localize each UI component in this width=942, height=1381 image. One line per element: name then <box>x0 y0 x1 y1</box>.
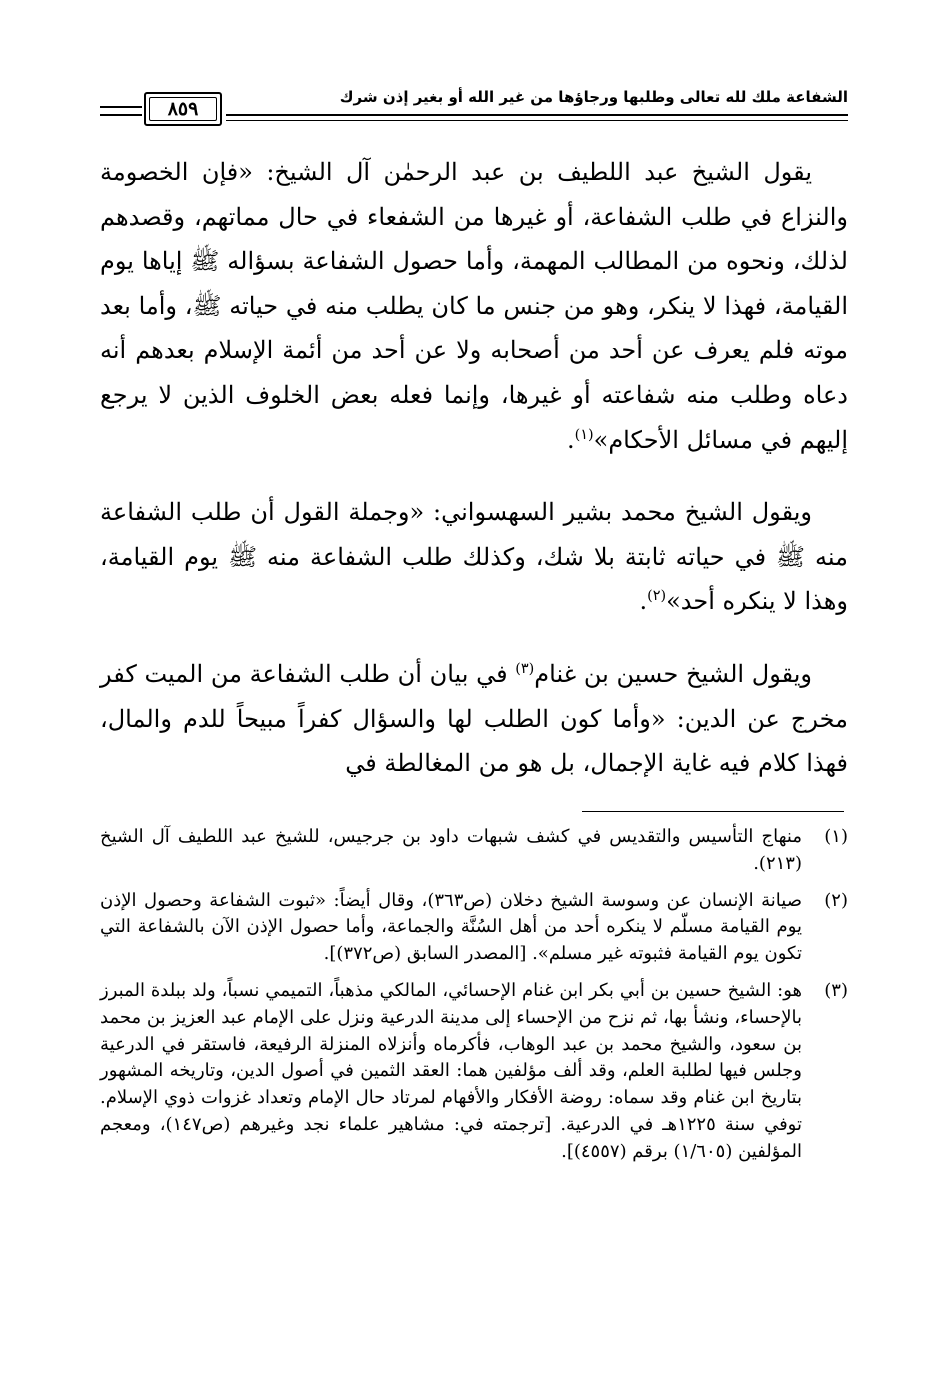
footnote <box>100 824 848 878</box>
page-number-ornament-line-2 <box>100 114 142 116</box>
header-rule-thin <box>226 120 848 121</box>
footnote <box>100 888 848 968</box>
footnote-ref[interactable]: (٣) <box>515 660 535 677</box>
footnote-number: (١) <box>824 826 848 847</box>
footnote-number: (٢) <box>824 889 848 911</box>
paragraph-tail: في بيان أن طلب الشفاعة من الميت كفر مخرج عن الدين: «وأما كون الطلب لها والسؤال كفراً مبيحاً للدم والمال، فهذا كلام فيه غاية الإجمال، بل هو من المغالطة في <box>100 659 848 778</box>
footnote <box>100 978 848 1166</box>
footnote-text: صيانة الإنسان عن وسوسة الشيخ دخلان (ص٣٦٣)، وقال أيضاً: «ثبوت الشفاعة وحصول الإذن يوم القيامة مسلّم لا ينكره أحد من أهل السُنَّة والجماعة، وأما حصول الإذن الآن بالشفاعة التي تكون يوم القيامة فثبوته غير مسلم». [المصدر السابق (ص٣٧٢)]. <box>100 889 802 965</box>
paragraph-text: ويقول الشيخ حسين بن غنام <box>534 659 813 688</box>
paragraph-tail: . <box>639 587 648 616</box>
footnote-text: هو: الشيخ حسين بن أبي بكر ابن غنام الإحسائي، المالكي مذهباً، التميمي نسباً، ولد ببلدة المبرز بالإحساء، ونشأ بها، ثم نزح من الإحساء إلى مدينة الدرعية ونزل على الإمام عبد العزيز بن محمد بن سعود، والشيخ محمد بن عبد الوهاب، فأكرماه وأنزلاه المنزلة الرفيعة، فاستقر في الدرعية وجلس فيها لطلبة العلم، وقد ألف مؤلفين هما: العقد الثمين في أصول الدين، وتاريخه المشهور بتاريخ ابن غنام وقد سماه: روضة الأفكار والأفهام لمرتاد حال الإمام وتعداد غزوات ذوي الإسلام. توفي سنة ١٢٢٥هـ في الدرعية. [ترجمته في: مشاهير علماء نجد وغيرهم (ص١٤٧)، ومعجم المؤلفين (١/٦٠٥) برقم (٤٥٥٧)]. <box>100 979 802 1162</box>
footnote-ref[interactable]: (٢) <box>647 588 667 605</box>
header-rule <box>226 114 848 116</box>
footnote-ref[interactable]: (١) <box>574 426 594 443</box>
page-number-frame <box>144 92 222 126</box>
paragraph-text: ويقول الشيخ محمد بشير السهسواني: «وجملة القول أن طلب الشفاعة منه ﷺ في حياته ثابتة بلا شك، وكذلك طلب الشفاعة منه ﷺ يوم القيامة، وهذا لا ينكره أحد» <box>100 498 848 616</box>
paragraph-tail: . <box>567 425 575 454</box>
footnotes <box>100 824 848 1176</box>
paragraph <box>100 150 848 462</box>
page-number-ornament-line <box>100 106 142 108</box>
main-text <box>100 150 848 814</box>
paragraph-text: يقول الشيخ عبد اللطيف بن عبد الرحمٰن آل الشيخ: «فإن الخصومة والنزاع في طلب الشفاعة، أو غيرها من الشفعاء في حال مماتهم، وقصدهم لذلك، ونحوه من المطالب المهمة، وأما حصول الشفاعة بسؤاله ﷺ إياها يوم القيامة، فهذا لا ينكر، وهو من جنس ما كان يطلب منه في حياته ﷺ، وأما بعد موته فلم يعرف عن أحد من أصحابه ولا عن أحد من أئمة الإسلام بعدهم أنه دعاه وطلب منه شفاعته أو غيرها، وإنما فعله بعض الخلوف الذين لا يرجع إليهم في مسائل الأحكام» <box>100 158 848 454</box>
footnote-number: (٣) <box>824 979 848 1001</box>
paragraph <box>100 652 848 786</box>
header-title: الشفاعة ملك لله تعالى وطلبها ورجاؤها من غير الله أو بغير إذن شرك <box>339 88 848 106</box>
footnote-text: منهاج التأسيس والتقديس في كشف شبهات داود بن جرجيس، للشيخ عبد اللطيف آل الشيخ (٢١٣). <box>100 826 802 874</box>
page-number: ٨٥٩ <box>167 98 199 120</box>
paragraph <box>100 490 848 624</box>
footnote-separator <box>582 811 844 812</box>
running-header <box>100 84 848 128</box>
